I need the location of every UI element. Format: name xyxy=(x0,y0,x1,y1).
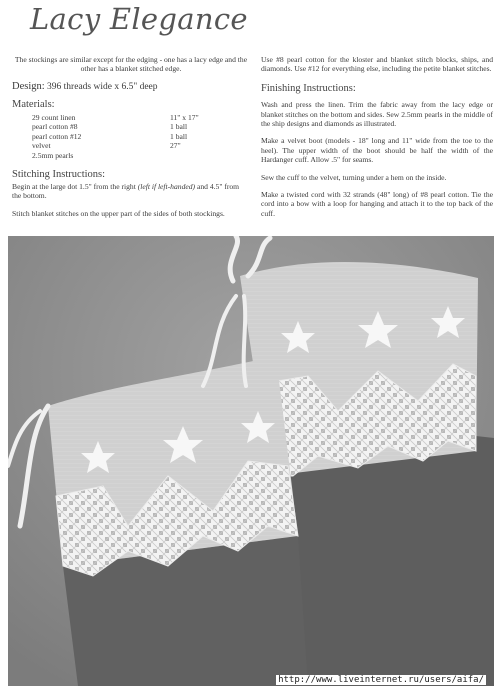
material-row xyxy=(32,141,250,151)
material-row xyxy=(32,151,250,161)
intro-text: The stockings are similar except for the edging - one has a lacy edge and the other has a blanket stitched edge. xyxy=(14,55,248,74)
finishing-heading: Finishing Instructions: xyxy=(261,82,356,94)
material-item: velvet xyxy=(32,141,51,151)
thread-usage-text: Use #8 pearl cotton for the kloster and blanket stitch blocks, ships, and diamonds. Use #12 for everything else, including the petite blanket stitches. xyxy=(261,55,493,74)
stockings-illustration xyxy=(8,236,494,686)
materials-heading: Materials: xyxy=(12,99,55,111)
finishing-paragraph: Make a velvet boot (models - 18" long and 11" wide from the toe to the heel). The upper width of the boot should be half the width of the Hardanger cuff. Allow .5" for seams. xyxy=(261,136,493,165)
material-qty: 1 ball xyxy=(170,131,188,141)
stockings-photo xyxy=(8,236,494,686)
material-row xyxy=(32,132,250,142)
left-column xyxy=(12,55,250,226)
design-value: 396 threads wide x 6.5" deep xyxy=(47,81,158,92)
finishing-paragraph: Make a twisted cord with 32 strands (48" long) of #8 pearl cotton. Tie the cord into a bow with a loop for hanging and attach it to the top back of the cuff. xyxy=(261,190,493,218)
stitching-paragraph-2: Stitch blanket stitches on the upper part of the sides of both stockings. xyxy=(12,208,225,218)
stitching-text: Begin at the large dot 1.5" from the right xyxy=(12,182,138,191)
material-item: 29 count linen xyxy=(32,112,76,122)
stitching-paragraph-1 xyxy=(12,182,250,201)
design-line xyxy=(12,82,250,92)
stitching-heading: Stitching Instructions: xyxy=(12,168,106,180)
right-column xyxy=(261,55,493,226)
watermark-url: http://www.liveinternet.ru/users/aifa/ xyxy=(278,675,484,685)
design-label: Design: xyxy=(12,80,45,92)
material-item: pearl cotton #12 xyxy=(32,131,82,141)
material-qty: 1 ball xyxy=(170,122,188,132)
stitching-text: and 4.5" from the bottom. xyxy=(12,182,240,201)
material-qty: 27" xyxy=(170,141,181,151)
stitching-emphasis: (left if left-handed) xyxy=(137,182,196,191)
page-title: Lacy Elegance xyxy=(30,2,248,36)
material-item: pearl cotton #8 xyxy=(32,122,78,132)
material-row xyxy=(32,113,250,123)
finishing-paragraph: Sew the cuff to the velvet, turning under a hem on the inside. xyxy=(261,172,447,182)
material-qty: 11" x 17" xyxy=(170,112,199,122)
material-row xyxy=(32,122,250,132)
materials-list xyxy=(12,113,250,161)
finishing-paragraph: Wash and press the linen. Trim the fabric away from the lacy edge or blanket stitches on the bottom and sides. Sew 2.5mm pearls in the middle of the ship designs and diamonds as illustrated. xyxy=(261,100,493,129)
material-item: 2.5mm pearls xyxy=(32,151,74,160)
